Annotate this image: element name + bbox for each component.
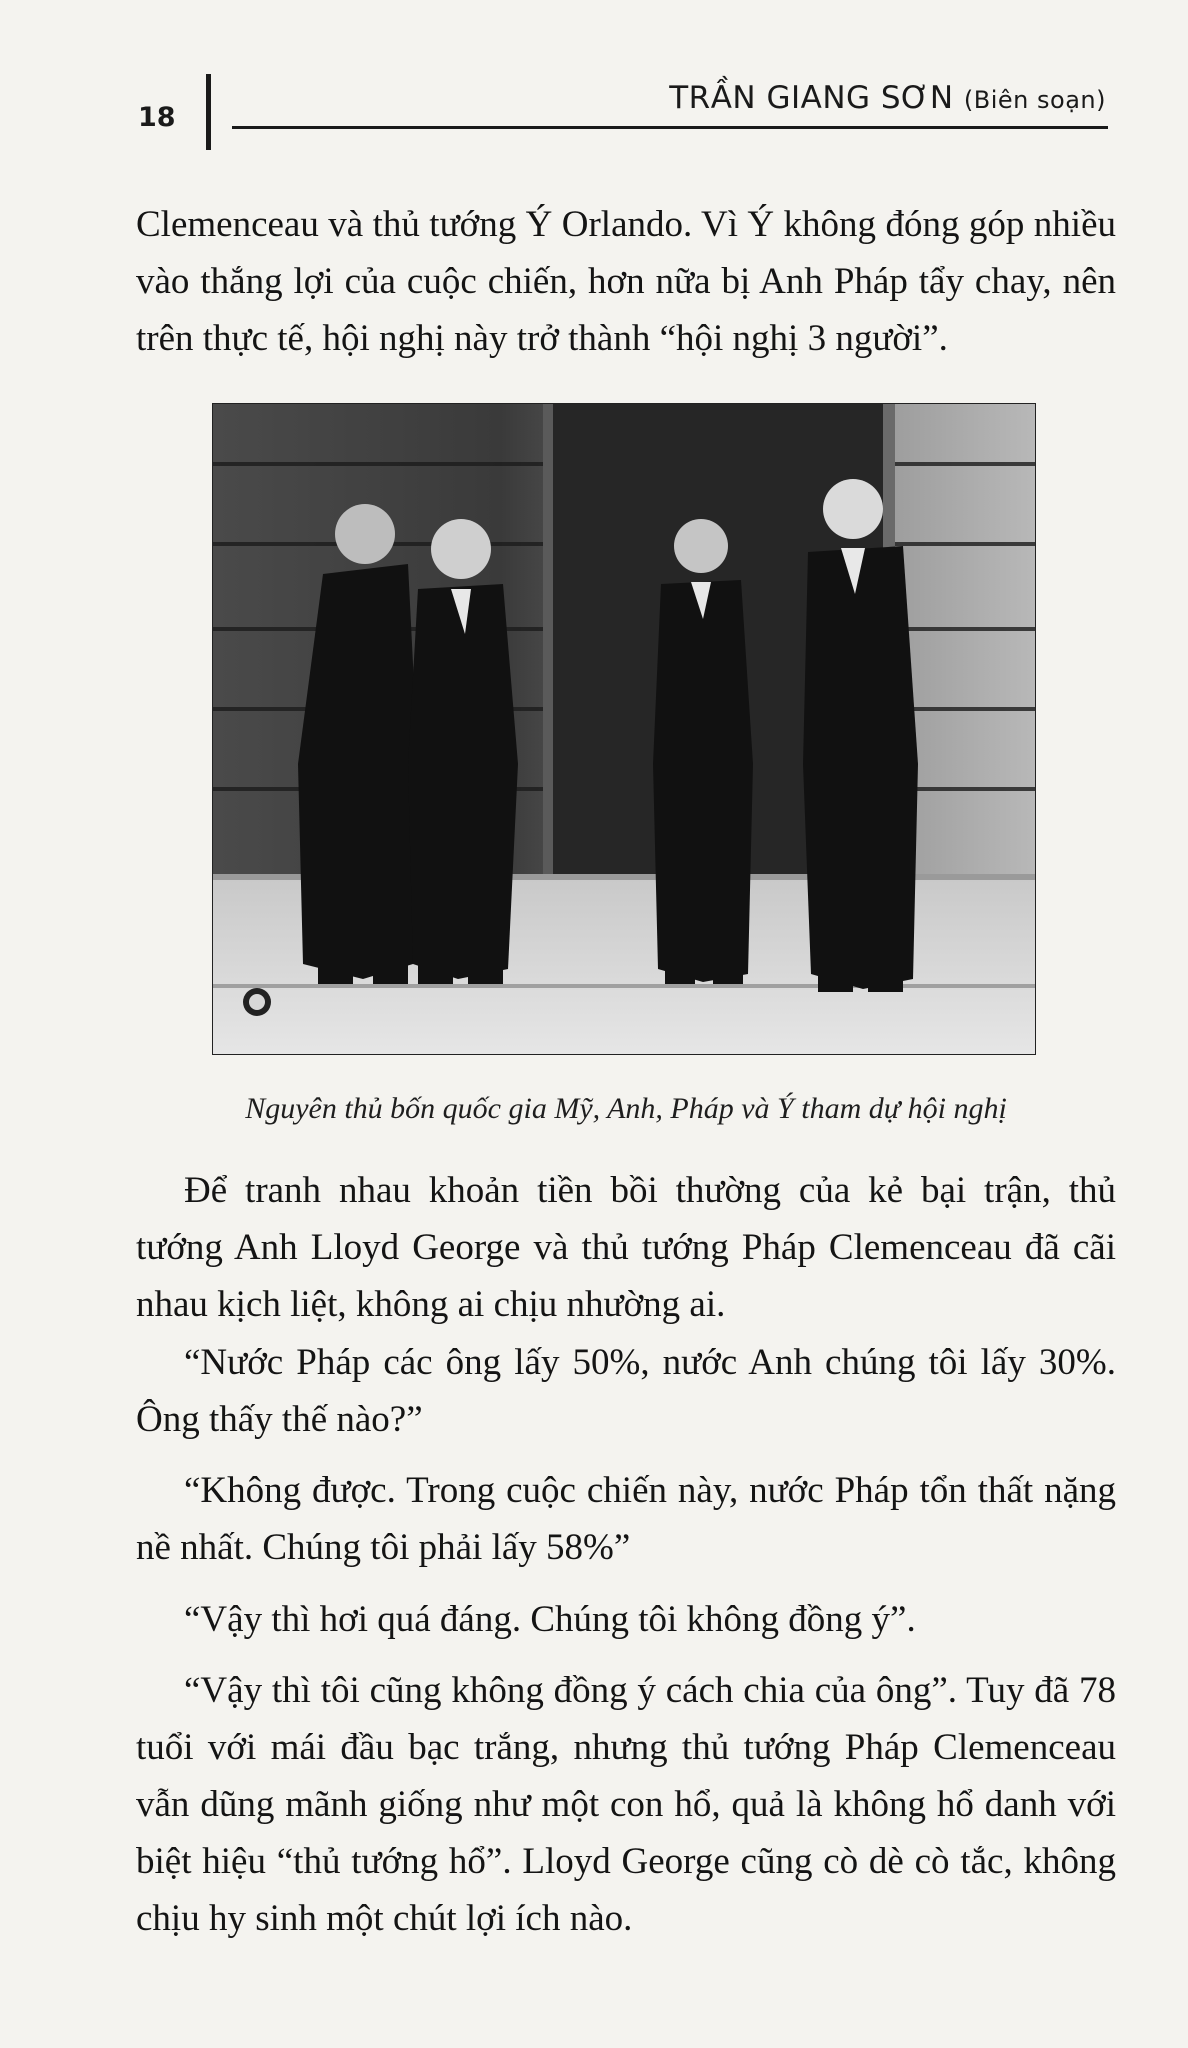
paragraph-quote-58: “Không được. Trong cuộc chiến này, nước Pháp tổn thất nặng nề nhất. Chúng tôi phải lấy 58%” (136, 1470, 1116, 1568)
header-divider-vertical (206, 74, 211, 150)
paragraph-quote-disagree: “Vậy thì hơi quá đáng. Chúng tôi không đồng ý”. (184, 1599, 916, 1640)
running-head (669, 80, 1106, 116)
page-number: 18 (138, 102, 176, 133)
running-head-author: TRẦN GIANG SƠN (669, 80, 954, 116)
header-rule (232, 126, 1108, 129)
photo-caption: Nguyên thủ bốn quốc gia Mỹ, Anh, Pháp và Ý tham dự hội nghị (245, 1092, 1007, 1125)
paragraph-quote-50-30: “Nước Pháp các ông lấy 50%, nước Anh chúng tôi lấy 30%. Ông thấy thế nào?” (136, 1342, 1116, 1440)
opening-paragraph: Clemenceau và thủ tướng Ý Orlando. Vì Ý không đóng góp nhiều vào thắng lợi của cuộc chiến, hơn nữa bị Anh Pháp tẩy chay, nên trên thực tế, hội nghị này trở thành “hội nghị 3 người”. (136, 204, 1116, 359)
paragraph-tiger-premier: “Vậy thì tôi cũng không đồng ý cách chia của ông”. Tuy đã 78 tuổi với mái đầu bạc trắng, nhưng thủ tướng Pháp Clemenceau vẫn dũng mãnh giống như một con hổ, quả là không hổ danh với biệt hiệu “thủ tướng hổ”. Lloyd George cũng cò dè cò tắc, không chịu hy sinh một chút lợi ích nào. (136, 1670, 1116, 1939)
paragraph-reparations: Để tranh nhau khoản tiền bồi thường của kẻ bại trận, thủ tướng Anh Lloyd George và thủ tướng Pháp Clemenceau đã cãi nhau kịch liệt, không ai chịu nhường ai. (136, 1170, 1116, 1325)
running-head-role: (Biên soạn) (963, 86, 1106, 114)
historical-photo (212, 403, 1036, 1055)
